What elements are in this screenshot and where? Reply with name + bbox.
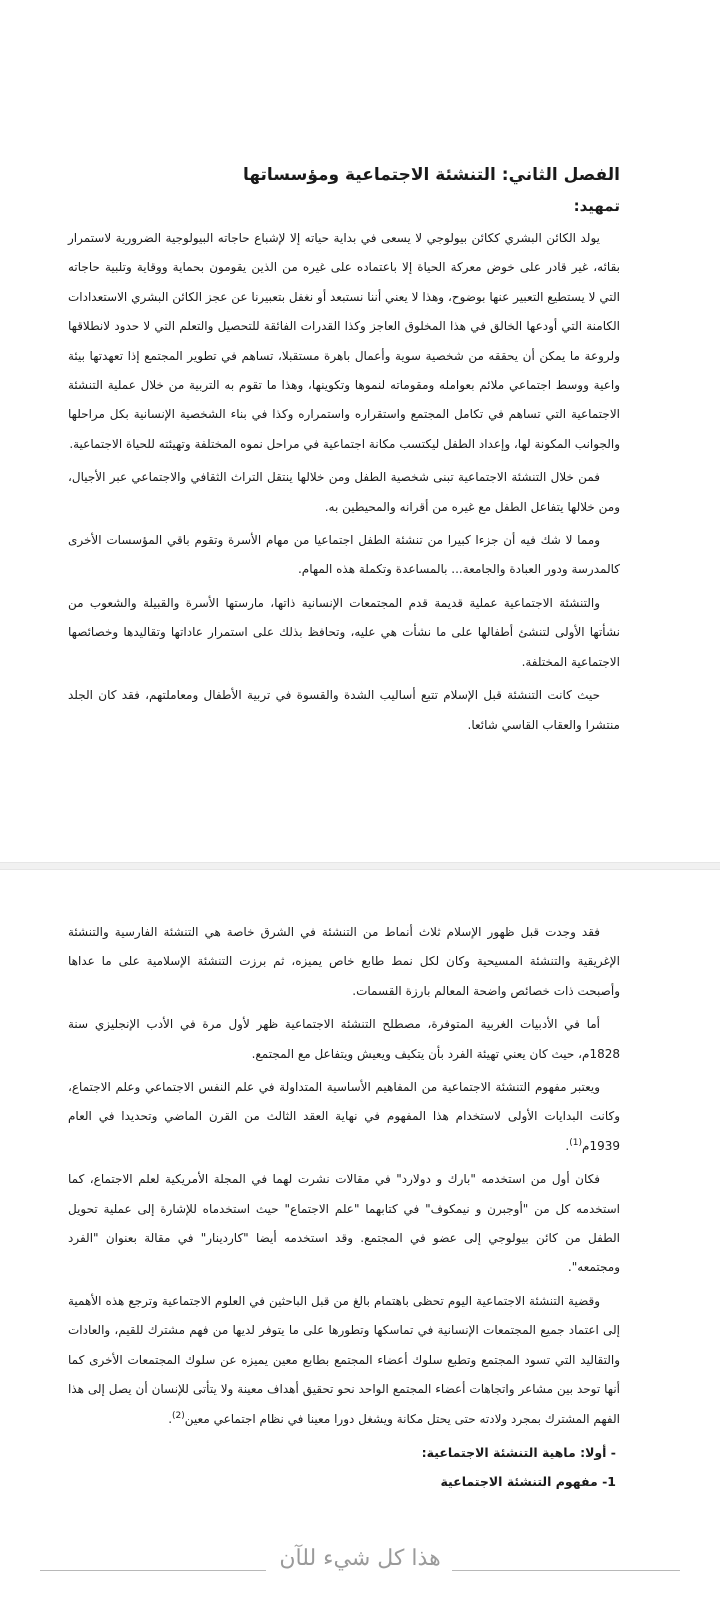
paragraph: حيث كانت التنشئة قبل الإسلام تتبع أساليب الشدة والقسوة في تربية الأطفال ومعاملتهم، فقد كان الجلد منتشرا والعقاب القاسي شائعا. <box>68 688 620 732</box>
chapter-title: الفصل الثاني: التنشئة الاجتماعية ومؤسساتها <box>242 165 620 185</box>
intro-heading: تمهيد: <box>573 197 620 215</box>
paragraph: فقد وجدت قبل ظهور الإسلام ثلاث أنماط من التنشئة في الشرق خاصة هي التنشئة الفارسية والتنشئة الإغريقية والتنشئة المسيحية وكان لكل نمط طابع خاص يميزه، ثم برزت التنشئة الإسلامية على ما عداها وأصبحت ذات خصائص واضحة المعالم بارزة القسمات. <box>68 925 620 998</box>
paragraph: أما في الأدبيات الغربية المتوفرة، مصطلح التنشئة الاجتماعية ظهر لأول مرة في الأدب الإنجليزي سنة 1828م، حيث كان يعني تهيئة الفرد بأن يتكيف ويعيش ويتفاعل مع المجتمع. <box>68 1017 620 1061</box>
end-message: هذا كل شيء للآن <box>279 1546 441 1571</box>
paragraph: يولد الكائن البشري ككائن بيولوجي لا يسعى في بداية حياته إلا لإشباع حاجاته البيولوجية الضرورية لاستمرار بقائه، غير قادر على خوض معركة الحياة إلا باعتماده على غيره من الذين يقومون بحماية ووقاية وتلبية حاجاته التي لا يستطيع التعبير عنها بوضوح، وهذا لا يعني أننا نستبعد أو نغفل بتعبيرنا عن عجز الكائن البشري الاستعدادات الكامنة التي أودعها الخالق في هذا المخلوق العاجز وكذا القدرات الفائقة للتحصيل والتعلم التي لا حدود لانطلاقها ولروعة ما يمكن أن يحققه من شخصية سوية وأعمال باهرة مستقبلا، تساهم في تطوير المجتمع إذا تعهدتها بيئة واعية ووسط اجتماعي ملائم بعوامله ومقوماته لنموها وتكوينها، وهذا ما تقوم به التربية من خلال عملية التنشئة الاجتماعية التي تساهم في تكامل المجتمع واستقراره واستمراره وكذا في بناء الشخصية الإنسانية بكل مراحلها والجوانب المكونة لها، وإعداد الطفل ليكتسب مكانة اجتماعية في مراحل نموه المختلفة وتهيئته للحياة الاجتماعية. <box>68 231 620 451</box>
footnote-ref: (1) <box>569 1137 583 1148</box>
paragraph-text: ويعتبر مفهوم التنشئة الاجتماعية من المفاهيم الأساسية المتداولة في علم النفس الاجتماعي وعلم الاجتماع، وكانت البدايات الأولى لاستخدام هذا المفهوم في نهاية العقد الثالث من القرن الماضي وتحديدا في العام 1939م <box>68 1080 620 1153</box>
end-of-content-banner <box>0 1540 720 1600</box>
paragraph: فكان أول من استخدمه "بارك و دولارد" في مقالات نشرت لهما في المجلة الأمريكية لعلم الاجتماع، كما استخدمه كل من "أوجبرن و نيمكوف" في كتابهما "علم الاجتماع" حيث استخدماه للإشارة إلى عملية تحويل الطفل من كائن بيولوجي إلى عضو في المجتمع. وقد استخدمه أيضا "كاردينار" في مقالة بعنوان "الفرد ومجتمعه". <box>68 1172 620 1275</box>
page-2-content <box>68 918 620 1489</box>
footnote-ref: (2) <box>172 1410 185 1421</box>
document-page-2 <box>0 870 720 1600</box>
paragraph <box>68 1073 620 1161</box>
paragraph: فمن خلال التنشئة الاجتماعية تبنى شخصية الطفل ومن خلالها ينتقل التراث الثقافي والاجتماعي عبر الأجيال، ومن خلالها يتفاعل الطفل مع غيره من أقرانه والمحيطين به. <box>68 470 620 514</box>
subsection-heading: 1- مفهوم التنشئة الاجتماعية <box>440 1473 616 1489</box>
paragraph-end: . <box>168 1411 173 1426</box>
section-heading: - أولا: ماهية التنشئة الاجتماعية: <box>421 1444 616 1460</box>
paragraph-end: . <box>565 1138 570 1153</box>
paragraph: ومما لا شك فيه أن جزءا كبيرا من تنشئة الطفل اجتماعيا من مهام الأسرة وتقوم باقي المؤسسات الأخرى كالمدرسة ودور العبادة والجامعة... بالمساعدة وتكملة هذه المهام. <box>68 533 620 577</box>
paragraph-text: وقضية التنشئة الاجتماعية اليوم تحظى باهتمام بالغ من قبل الباحثين في العلوم الاجتماعية وترجع هذه الأهمية إلى اعتماد جميع المجتمعات الإنسانية في تماسكها وتطورها على ما يتوفر لديها من فهم مشترك للقيم، والعادات والتقاليد التي تسود المجتمع وتطبع سلوك أعضاء المجتمع بطابع معين يميزه عن سلوك المجتمعات الأخرى كما أنها توحد بين مشاعر واتجاهات أعضاء المجتمع الواحد نحو تحقيق أهداف معينة ولا يتأتى للإنسان أن يصل إلى هذا الفهم المشترك بمجرد ولادته حتى يحتل مكانة ويشغل دورا معينا في نظام اجتماعي معين <box>68 1293 620 1426</box>
page-separator <box>0 862 720 870</box>
page-1-content <box>68 158 620 744</box>
paragraph <box>68 1287 620 1434</box>
paragraph: والتنشئة الاجتماعية عملية قديمة قدم المجتمعات الإنسانية ذاتها، مارستها الأسرة والقبيلة والشعوب من نشأتها الأولى لتنشئ أطفالها على ما نشأت هي عليه، وتحافظ بذلك على استمرار عاداتها وتقاليدها وخصائصها الاجتماعية المختلفة. <box>68 595 620 669</box>
